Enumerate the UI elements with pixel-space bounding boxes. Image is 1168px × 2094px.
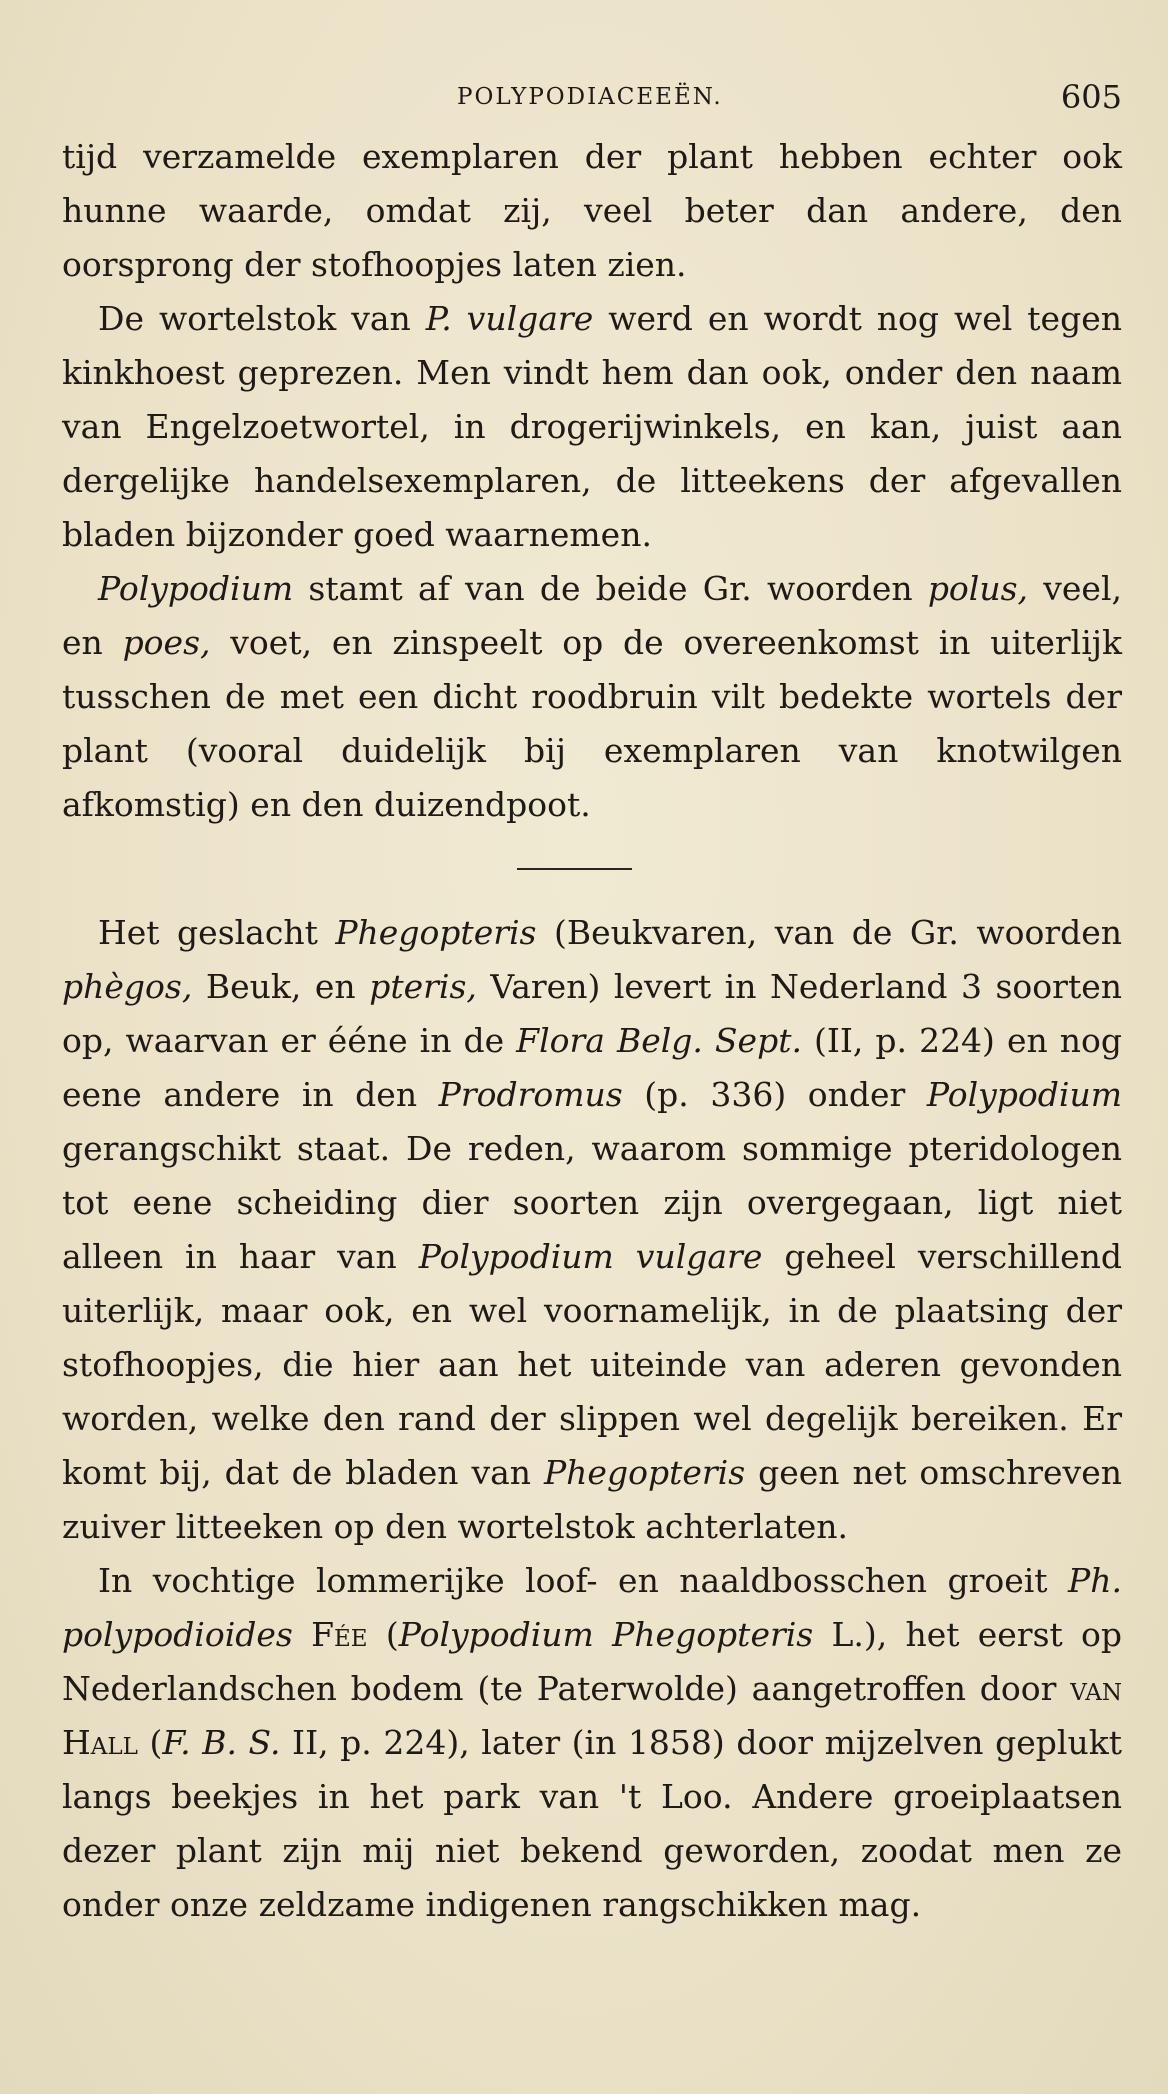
section-divider: [517, 868, 632, 870]
p4-species: Polypodium vulgare: [418, 1237, 763, 1276]
p3-word-polus: polus,: [927, 569, 1029, 608]
page: [62, 70, 1122, 1932]
p2-species: P. vulgare: [425, 299, 594, 338]
p4-word-phegos: phègos,: [62, 967, 193, 1006]
paragraph-5: [62, 1554, 1122, 1932]
p5-text-a: In vochtige lommerijke loof- en naaldbosschen groeit: [98, 1561, 1069, 1600]
p5-text-e: II, p. 224), later (in 1858) door mijzelven geplukt langs beekjes in het park van 't Loo. Andere groeiplaatsen dezer plant zijn mij niet bekend geworden, zoodat men ze onder onze zeldzame indigenen rangschikken mag.: [62, 1723, 1122, 1924]
p4-genus: Phegopteris: [335, 913, 537, 952]
p5-text-b: (: [367, 1615, 399, 1654]
p5-species: Ph. polypodioides: [62, 1561, 1122, 1654]
p5-synonym: Polypodium Phegopteris: [398, 1615, 814, 1654]
p4-genus-phegopteris: Phegopteris: [543, 1453, 746, 1492]
page-number: 605: [1060, 78, 1122, 116]
running-title: POLYPODIACEEËN.: [457, 84, 723, 110]
paragraph-3: [62, 562, 1122, 832]
p5-text-c: L.), het eerst op Nederlandschen bodem (te Paterwolde) aangetroffen door: [62, 1615, 1122, 1708]
p5-ref: F. B. S.: [162, 1723, 281, 1762]
paragraph-4: [62, 906, 1122, 1554]
p4-genus-polypodium: Polypodium: [926, 1075, 1122, 1114]
p3-genus: Polypodium: [98, 569, 294, 608]
paragraph-1: [62, 130, 1122, 292]
p4-text-i: geen net omschreven zuiver litteeken op den wortelstok achterlaten.: [62, 1453, 1122, 1546]
p4-text-b: (Beukvaren, van de Gr. woorden: [536, 913, 1122, 952]
p4-ref-prodromus: Prodromus: [438, 1075, 623, 1114]
p5-finder: Hall: [62, 1723, 138, 1762]
paragraph-1-text: tijd verzamelde exemplaren der plant hebben echter ook hunne waarde, omdat zij, veel beter dan andere, den oorsprong der stofhoopjes laten zien.: [62, 137, 1122, 284]
p3-text-b: veel, en: [62, 569, 1122, 662]
p2-text-a: De wortelstok van: [98, 299, 426, 338]
p3-text-a: stamt af van de beide Gr. woorden: [293, 569, 928, 608]
page-header: [62, 70, 1122, 130]
p4-text-c: Beuk, en: [192, 967, 370, 1006]
p4-text-e: (II, p. 224) en nog eene andere in den: [62, 1021, 1123, 1114]
p4-text-h: geheel verschillend uiterlijk, maar ook, en wel voornamelijk, in de plaatsing der stofhoopjes, die hier aan het uiteinde van aderen gevonden worden, welke den rand der slippen wel degelijk bereiken. Er komt bij, dat de bladen van: [62, 1237, 1123, 1492]
p4-text-g: gerangschikt staat. De reden, waarom sommige pteridologen tot eene scheiding dier soorten zijn overgegaan, ligt niet alleen in haar van: [62, 1129, 1122, 1276]
p5-text-d: (: [137, 1723, 163, 1762]
p3-text-c: voet, en zinspeelt op de overeenkomst in uiterlijk tusschen de met een dicht roodbruin vilt bedekte wortels der plant (vooral duidelijk bij exemplaren van knotwilgen afkomstig) en den duizendpoot.: [62, 623, 1123, 824]
p2-text-b: werd en wordt nog wel tegen kinkhoest geprezen. Men vindt hem dan ook, onder den naam van Engelzoetwortel, in drogerijwinkels, en kan, juist aan dergelijke handelsexemplaren, de litteekens der afgevallen bladen bijzonder goed waarnemen.: [62, 299, 1122, 554]
paragraph-2: [62, 292, 1122, 562]
p5-author: Fée: [311, 1615, 368, 1654]
p3-word-poes: poes,: [122, 623, 211, 662]
p4-word-pteris: pteris,: [369, 967, 477, 1006]
p4-text-d: Varen) levert in Nederland 3 soorten op, waarvan er ééne in de: [62, 967, 1122, 1060]
p4-ref-flora: Flora Belg. Sept.: [516, 1021, 802, 1060]
p4-text-f: (p. 336) onder: [622, 1075, 927, 1114]
p4-text-a: Het geslacht: [98, 913, 336, 952]
p5-finder-van: van: [1070, 1669, 1122, 1708]
